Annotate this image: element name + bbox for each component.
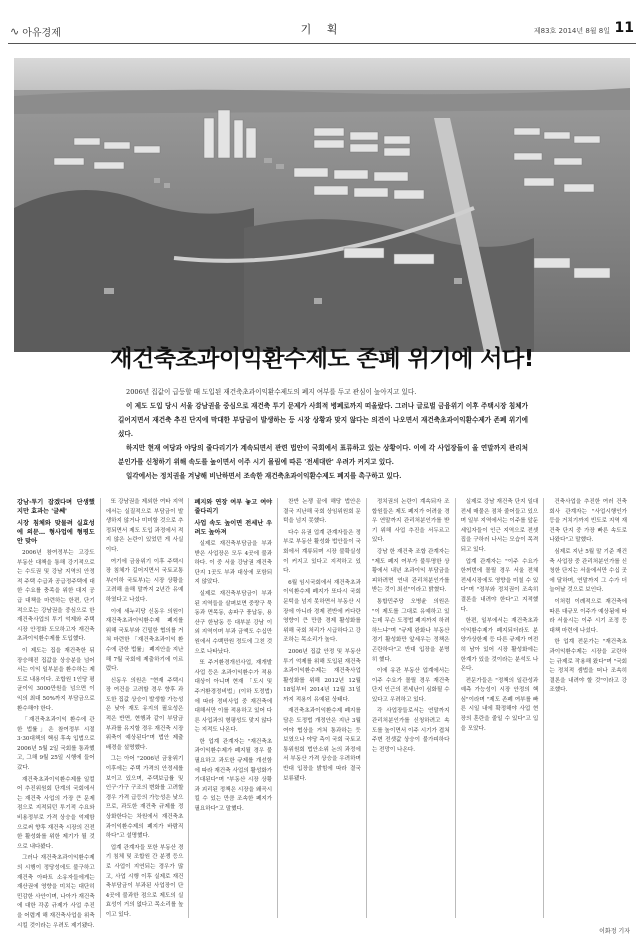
body-paragraph: 한 업계 전문가는 "재건축초과이익환수제는 시장을 교란하는 규제로 작용해 왔다"며 "국회는 정치적 셈법을 떠나 조속히 결론을 내려야 할 것"이라고 강조했다.	[549, 639, 628, 694]
body-paragraph: 실제로 재건축부담금을 부과받은 사업장은 모두 4곳에 불과하다. 이 중 서울 강남권 재건축단지 1곳도 부과 대상에 포함되지 않았다.	[194, 541, 273, 586]
article-lead	[118, 385, 528, 483]
lead-paragraph: 일각에서는 정치권을 겨냥해 비난하면서 조속한 재건축초과이익환수제도 폐지를 촉구하고 있다.	[126, 472, 402, 480]
body-paragraph: 전문가들은 "정책의 일관성과 예측 가능성이 시장 안정의 핵심"이라며 "제도 존폐 여부를 빠른 시일 내에 확정해야 사업 현장의 혼란을 줄일 수 있다"고 입을 모았다.	[460, 677, 539, 732]
body-paragraph: 다수 유권 업계 관계자들은 정부로 부동산 활성화 법안들이 국회에서 계류되며 시장 불확실성이 커지고 있다고 지적하고 있다.	[283, 529, 361, 575]
aerial-city-photo	[14, 58, 630, 352]
body-paragraph: 「재건축초과이익 환수에 관한 법률」은 참여정부 시절 3·30대책의 핵심 후속 입법으로 2006년 5월 2일 국회를 통과했고, 그해 9월 25일 시행에 들어갔다.	[17, 717, 95, 772]
text-column	[367, 498, 456, 918]
logo-text: 아유경제	[22, 28, 61, 39]
article-body	[12, 498, 632, 929]
body-paragraph: 6월 임시국회에서 재건축초과이익환수제 폐지가 또다시 국회 문턱을 넘지 못하면서 부동산 시장에 아니라 경제 전반에 커다란 영향이 큰 만큼 경제 활성화를 위해 국회 처리가 시급하다고 강조하는 목소리가 높다.	[283, 579, 361, 644]
lead-paragraph: 이 제도 도입 당시 서울 강남권을 중심으로 재건축 투기 문제가 사회적 병폐로까지 떠올랐다. 그러나 글로벌 금융위기 이후 주택시장 침체가 길어지면서 재건축 추진 단지에 막대한 부담금이 발생하는 등 시장 상황과 맞지 않다는 의견이 나오면서 재건축초과이익환수제가 존폐 위기에 섰다.	[118, 402, 528, 438]
body-paragraph: 그러나 재건축초과이익환수제의 시행이 정당성에도 불구하고 재건축 아파트 소유자들에게는 재산권에 영향을 미치는 대단히 민감한 사안이며, 나아가 재건축에 대한 각종 규제가 사업 추진을 어렵게 해 재건축사업을 위축시킬 것이라는 우려도 제기됐다.	[17, 855, 95, 929]
subheading: 강남·투기 잡겠다며 단생했지만 효과는 '글쎄'	[17, 499, 95, 515]
subheading: 시장 침체와 맞물려 실효성에 의문… 형사업에 형평도 안 맞아	[17, 520, 95, 545]
body-paragraph: 2006년 참여정부는 고강도 부동산 대책을 통해 강기적으로는 수도권 및 강남 지역의 안정적 주택 수급과 공급정주택에 대한 수요를 충족을 위한 대지 공급 대책을 마련하는 한편, 단기적으로는 강남권을 중심으로 한 재건축사업의 투기 억제와 주택시장 안정화 도모하고자 재건축초과이익환수제를 도입했다.	[17, 550, 95, 643]
body-paragraph: 강남 한 재건축 조합 관계자는 "제도 폐지 여부가 불투명한 상황에서 내년 초과이익 부담금을 피하려면 연내 관리처분인가를 받는 것이 최선"이라고 밝혔다.	[371, 548, 450, 594]
byline: 이화정 기자	[599, 928, 630, 935]
text-column	[544, 498, 632, 918]
body-paragraph: 그는 아어 "2006년 금융위기 이후에는 주택 가격의 안정세를 보이고 있으며, 주택보급률 및 인구·가구 구조의 변화를 고려할 경우 가격 급등의 가능성은 낮으므로, 과도한 재건축 규제를 정상화한다는 차원에서 재건축초과이익환수제의 폐지가 바람직하다"고 설명했다.	[105, 756, 184, 840]
body-paragraph: 재건축초과이익환수제 폐지를 담은 도정법 개정안은 지난 3월 여야 협상을 거쳐 통과하는 듯 보였으나 야당 측이 국회 국토교통위원회 법안소위 논의 과정에서 부동산 가격 상승을 우려하며 반대 입장을 밝힘에 따라 결국 보류됐다.	[283, 708, 361, 782]
subheading: 사업 속도 높이면 전세난 우려도 높아져	[194, 520, 273, 536]
text-column	[101, 498, 190, 918]
body-paragraph: 또 강남권을 제외한 여타 지역에서는 실질적으로 부담금이 발생하지 않거나 미미할 것으로 추정되면서 제도 도입 과정에서 적지 않은 논란이 있었던 게 사실이다.	[105, 499, 184, 553]
body-paragraph: 건축사업을 추진한 여러 건축회사 관계자는 "사업시행인가 등을 거치기까지 빈도로 지역 재건축 단지 중 가장 빠른 속도로 나왔다"고 말했다.	[549, 499, 628, 544]
issue-date: 제83호 2014년 8월 8일	[533, 27, 610, 35]
logo-swirl-icon: ∿	[10, 25, 20, 38]
page-number: 11	[614, 20, 634, 36]
subheading: 폐지와 연장 여부 놓고 여야 줄다리기	[194, 499, 273, 515]
body-paragraph: 실제로 재건축부담금이 부과된 지역들을 살펴보면 중랑구 묵동과 면목동, 송파구 풍납동, 용산구 한남동 등 대부분 강남 이외 지역이며 부과 금액도 수십만원에서 수백만원 정도에 그친 것으로 나타났다.	[194, 590, 273, 655]
body-paragraph: 심제로 지난 5월 말 기준 재건축 사업장 중 관리처분인가를 신청한 단지는 서울에서만 수십 곳에 달하며, 연말까지 그 수가 더 늘어날 것으로 보인다.	[549, 548, 628, 594]
header-divider	[8, 43, 636, 44]
body-paragraph: 이에 새누리당 신동우 의원이 재건축초과이익환수제 폐지를 위해 국토부와 긴밀한 협의를 거쳐 마련한 「재건축초과이익 환수에 관한 법률」 폐지안을 지난해 7월 국회에 제출하기에 이르렀다.	[105, 608, 184, 673]
body-paragraph: 2006년 집값 안정 및 부동산 투기 억제를 위해 도입된 재건축초과이익환수제는 재건축사업 활성화를 위해 2012년 12월 18일부터 2014년 12월 31일까지 적용이 유예된 상태다.	[283, 648, 361, 703]
body-paragraph: 찬반 논쟁 끝에 해당 법안은 결국 지난해 국회 상임위원회 문턱을 넘지 못했다.	[283, 499, 361, 525]
body-paragraph: 업계 관계자들 또한 부동산 경기 침체 및 조합원 간 분쟁 등으로 사업이 지연되는 경우가 많고, 사업 시행 이후 실제로 재건축부담금이 부과된 사업장이 단 4곳에 불과한 점으로 제도의 실효성이 거의 없다고 목소리를 높이고 있다.	[105, 844, 184, 918]
body-paragraph: 또 주거환경개선사업, 재개발사업 등은 초과이익환수가 적용 대상이 아니며 현재 「도시 및 주거환경정비법」(이하 도정법)에 따라 정비사업 중 재건축에 대해서만 이를 적용하고 있어 다른 사업과의 형평성도 맞지 않다는 지적도 나온다.	[194, 660, 273, 734]
body-paragraph: 이 제도는 집을 재건축한 뒤 장승해진 집값을 상승분을 넘어서는 이익 일부분을 환수하는 제도로 내용이다. 조합원 1인당 평균이익 3000만원을 넘으면 이익의 최대 50%까지 부담금으로 환수해야 한다.	[17, 647, 95, 712]
body-paragraph: 한 업계 관계자는 "재건축초과이익환수제가 폐지될 경우 불필요하고 과도한 규제를 개선함에 따라 재건축 사업의 활성화가 기대된다"며 "부동산 시장 상황과 괴리된 정책은 시장을 왜곡시킬 수 있는 만큼 조속한 폐지가 필요하다"고 말했다.	[194, 738, 273, 813]
text-column	[189, 498, 278, 918]
body-paragraph: 실제로 강남 재건축 단지 일대 전세 매물은 점차 줄어들고 있으며 일부 지역에서는 이주를 앞둔 세입자들이 인근 지역으로 전셋집을 구하러 나서는 모습이 목격되고 있다.	[460, 499, 539, 553]
body-paragraph: 재건축초과이익환수제를 일컬어 추진위원회 단계의 국회에서는 재건축 사업의 가장 큰 문제점으로 지적되던 투기적 수요와 비용정부로 가격 상승을 억제함으로써 향후 재건축 시장의 건전한 활성화를 위한 제기가 될 것으로 내다봤다.	[17, 776, 95, 850]
text-column	[278, 498, 367, 918]
lead-paragraph: 2006년 집값이 급등할 때 도입된 재건축초과이익환수제도의 폐지 여부를 두고 관심이 높아지고 있다.	[126, 388, 417, 396]
text-column	[12, 498, 101, 929]
body-paragraph: 한편, 일부에서는 재건축초과이익환수제가 폐지되더라도 분양가상한제 등 다른 규제가 여전히 남아 있어 시장 활성화에는 한계가 있을 것이라는 분석도 나온다.	[460, 618, 539, 673]
masthead	[0, 0, 644, 56]
body-paragraph: 각 사업장들로서는 연말까지 관리처분인가를 신청하려고 속도를 높이면서 이주 시기가 겹쳐 주변 전셋값 상승이 불가피하다는 전망이 나온다.	[371, 708, 450, 753]
section-title: 기 획	[300, 23, 344, 36]
lead-paragraph: 하지만 현재 여당과 야당의 줄다리기가 계속되면서 관련 법안이 국회에서 표류하고 있는 상황이다. 이에 각 사업장들이 올 연말까지 관리처분인가를 신청하기 위해 속도를 높이면서 이주 시기 몰림에 따른 '전세대란' 우려가 커지고 있다.	[118, 444, 528, 466]
article-headline: 재건축초과이익환수제도 존폐 위기에 서다!	[110, 346, 534, 372]
body-paragraph: 정치권의 논란이 계속되자 조합원들은 제도 폐지가 어려울 경우 연말까지 관리처분인가를 받기 위해 사업 추진을 서두르고 있다.	[371, 499, 450, 544]
body-paragraph: 이처럼 이례적으로 재건축에 따른 대규모 이주가 예상됨에 따라 서울시는 이주 시기 조정 등 대책 마련에 나섰다.	[549, 598, 628, 634]
body-paragraph: 통합민주당 오병윤 의원은 "이 제도를 그대로 유예하고 있는데 무슨 도정법 폐지까지 하려 하느냐"며 "규제 완화나 부동산 경기 활성화만 앞세우는 정책은 곤란하다"고 반대 입장을 분명히 했다.	[371, 598, 450, 663]
body-paragraph: 신동우 의원은 "현재 주택시장 여건을 고려할 경우 향후 과도한 집값 상승이 발생할 가능성은 낮아 재도 유지의 필요성은 적은 반면, 현행과 같이 부담금 부과를 유지할 경우 재건축 시장 위축이 예상된다"며 법안 제출 배경을 설명했다.	[105, 677, 184, 751]
body-paragraph: 여기에 금융위기 이후 주택시장 침체가 길어지면서 국토교통부(이하 국토부)는 시장 상황을 고려해 올해 말까지 2년간 유예하였다고 나섰다.	[105, 558, 184, 603]
body-paragraph: 업계 관계자는 "이주 수요가 한꺼번에 몰릴 경우 서울 전체 전세시장에도 영향을 미칠 수 있다"며 "정부와 정치권이 조속히 결론을 내려야 한다"고 지적했다.	[460, 558, 539, 613]
body-paragraph: 이에 유관 부동산 업계에서는 이주 수요가 몰릴 경우 재건축 단지 인근의 전세난이 심화될 수 있다고 우려하고 있다.	[371, 668, 450, 703]
text-column	[456, 498, 545, 918]
